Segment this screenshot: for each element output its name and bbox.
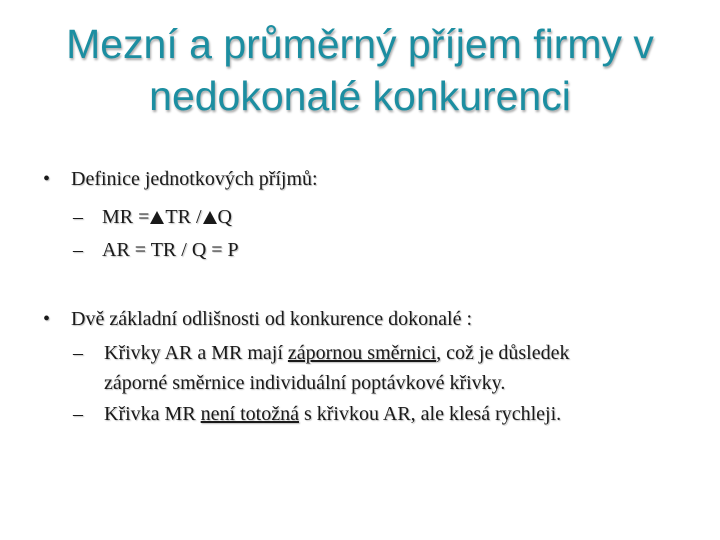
mr-formula-prefix: MR =	[102, 206, 150, 228]
mr-formula-suffix: Q	[217, 206, 232, 228]
section2-item2	[104, 402, 561, 426]
section1-item1	[102, 205, 232, 229]
delta-icon	[203, 211, 217, 224]
bullet-1: •	[43, 168, 51, 190]
section2-heading: Dvě základní odlišnosti od konkurence dokonalé :	[71, 308, 473, 330]
section2-item2-after: s křivkou AR, ale klesá rychleji.	[298, 403, 562, 425]
section2-item1-underlined: zápornou směrnici	[287, 342, 437, 364]
section2-item1-before: Křivky AR a MR mají	[104, 342, 288, 364]
section2-item1-line2: záporné směrnice individuální poptávkové křivky.	[104, 372, 506, 394]
dash-2-2: –	[73, 403, 83, 425]
section2-item2-underlined: není totožná	[200, 403, 299, 425]
bullet-2: •	[43, 308, 51, 330]
mr-formula-middle: TR /	[165, 206, 202, 228]
section1-heading: Definice jednotkových příjmů:	[71, 168, 318, 190]
section2-item2-before: Křivka MR	[104, 403, 201, 425]
dash-1-2: –	[73, 239, 83, 261]
dash-1-1: –	[73, 206, 83, 228]
title-line-2: nedokonalé konkurenci	[149, 73, 571, 119]
section2-item1-after: , což je důsledek	[436, 342, 570, 364]
section1-item2: AR = TR / Q = P	[102, 239, 239, 261]
title-line-1: Mezní a průměrný příjem firmy v	[66, 21, 654, 67]
dash-2-1: –	[73, 342, 83, 364]
delta-icon	[150, 211, 164, 224]
section2-item1-line1	[104, 341, 569, 365]
